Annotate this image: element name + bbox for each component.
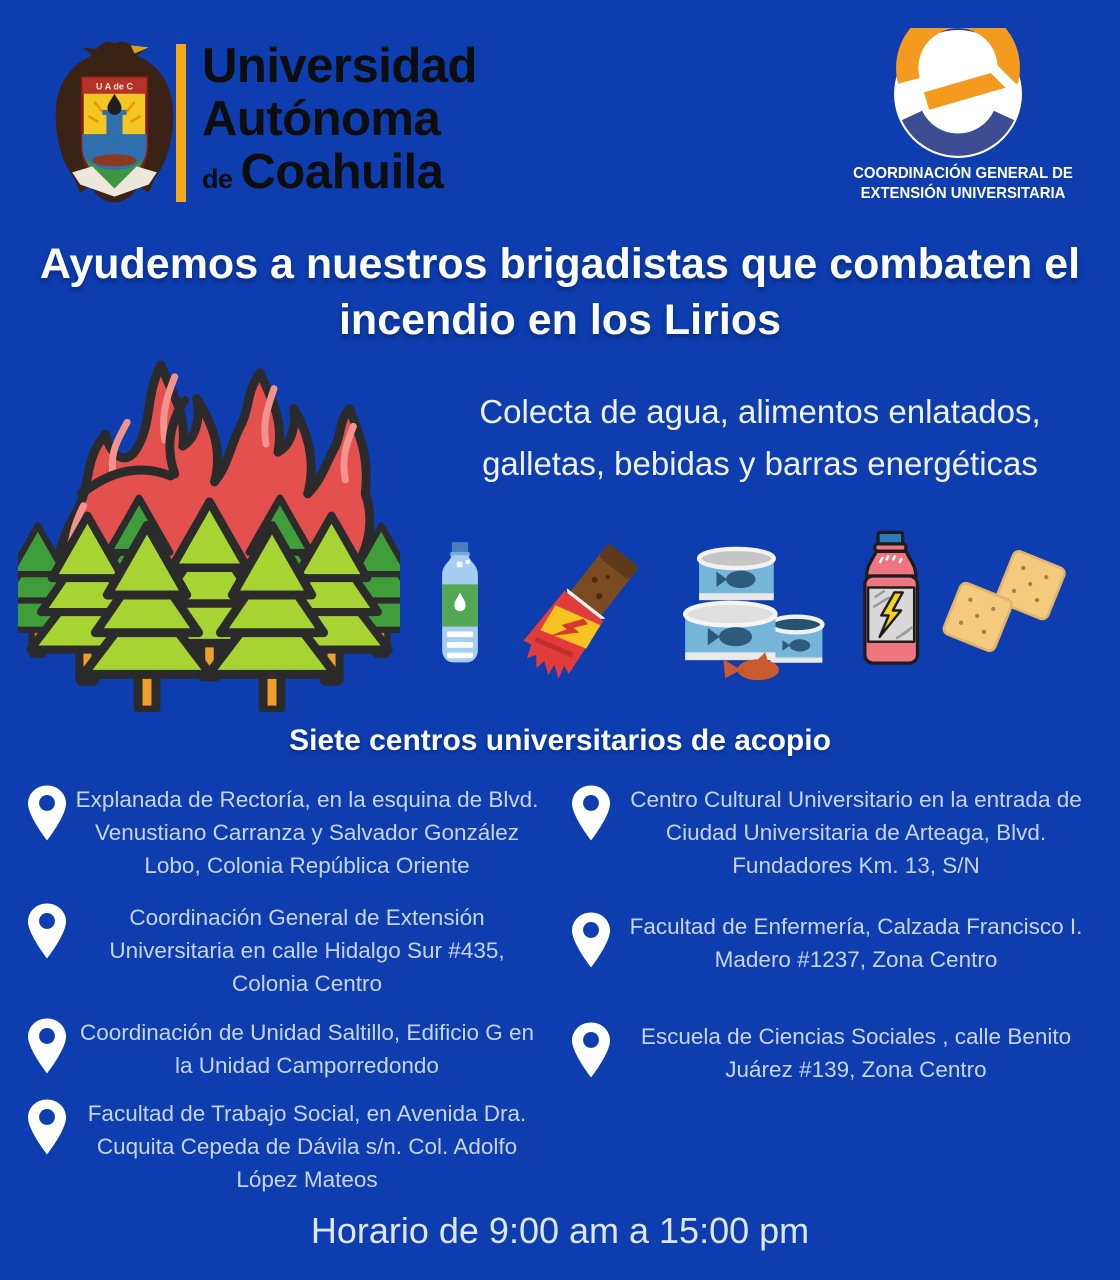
collection-line2: galletas, bebidas y barras energéticas	[482, 445, 1038, 482]
schedule-text: Horario de 9:00 am a 15:00 pm	[310, 1210, 810, 1251]
map-pin-icon	[572, 785, 610, 841]
location-text: Escuela de Ciencias Sociales , calle Benito Juárez #139, Zona Centro	[640, 1024, 1072, 1082]
map-pin-icon	[28, 903, 66, 959]
location-item-trabajo-social	[28, 1097, 540, 1196]
location-text: Centro Cultural Universitario en la entrada de Ciudad Universitaria de Arteaga, Blvd. Fundadores Km. 13, S/N	[630, 787, 1082, 878]
map-pin-icon	[28, 1018, 66, 1074]
cgeu-caption-line2: EXTENSIÓN UNIVERSITARIA	[860, 185, 1066, 202]
university-name-line2: Autónoma	[202, 92, 441, 146]
title-line1: Ayudemos a nuestros brigadistas que combaten el	[39, 240, 1081, 288]
map-pin-icon	[28, 1099, 66, 1155]
cgeu-logo	[892, 28, 1024, 160]
collection-text	[430, 386, 1090, 490]
crest-band-text: U A de C	[95, 81, 134, 92]
location-item-rectoria	[28, 783, 540, 882]
university-name-de: de	[202, 164, 233, 194]
sports-drink-icon	[855, 525, 929, 673]
location-text: Explanada de Rectoría, en la esquina de Blvd. Venustiano Carranza y Salvador González Lobo, Colonia República Oriente	[75, 787, 539, 878]
collection-line1: Colecta de agua, alimentos enlatados,	[479, 393, 1041, 430]
crackers-icon	[941, 546, 1083, 659]
university-name-coahuila: Coahuila	[240, 145, 444, 199]
cgeu-caption-line1: COORDINACIÓN GENERAL DE	[853, 165, 1073, 182]
map-pin-icon	[28, 785, 66, 841]
canned-fish-icon	[673, 541, 825, 682]
location-item-enfermeria	[572, 910, 1094, 976]
centers-heading: Siete centros universitarios de acopio	[289, 724, 831, 757]
university-name-line3	[202, 146, 477, 206]
map-pin-icon	[572, 1022, 610, 1078]
university-crest-logo	[52, 36, 178, 212]
water-bottle-icon	[434, 528, 486, 678]
location-item-cgeu	[28, 901, 540, 1000]
location-item-ciencias-sociales	[572, 1020, 1094, 1086]
university-name-line1: Universidad	[202, 39, 477, 93]
university-wordmark	[202, 40, 477, 206]
location-text: Facultad de Enfermería, Calzada Francisco I. Madero #1237, Zona Centro	[629, 914, 1083, 972]
location-text: Facultad de Trabajo Social, en Avenida Dra. Cuquita Cepeda de Dávila s/n. Col. Adolfo López Mateos	[87, 1101, 527, 1192]
location-item-centro-cultural	[572, 783, 1094, 882]
forest-fire-illustration	[18, 348, 400, 712]
energy-bar-icon	[512, 540, 648, 685]
location-text: Coordinación General de Extensión Universitaria en calle Hidalgo Sur #435, Colonia Centro	[109, 905, 505, 996]
gold-divider-bar	[176, 44, 186, 202]
map-pin-icon	[572, 912, 610, 968]
page-title	[0, 236, 1120, 348]
title-line2: incendio en los Lirios	[338, 296, 781, 344]
location-item-unidad-saltillo	[28, 1016, 540, 1082]
cgeu-caption	[851, 164, 1074, 204]
location-text: Coordinación de Unidad Saltillo, Edificio G en la Unidad Camporredondo	[79, 1020, 534, 1078]
